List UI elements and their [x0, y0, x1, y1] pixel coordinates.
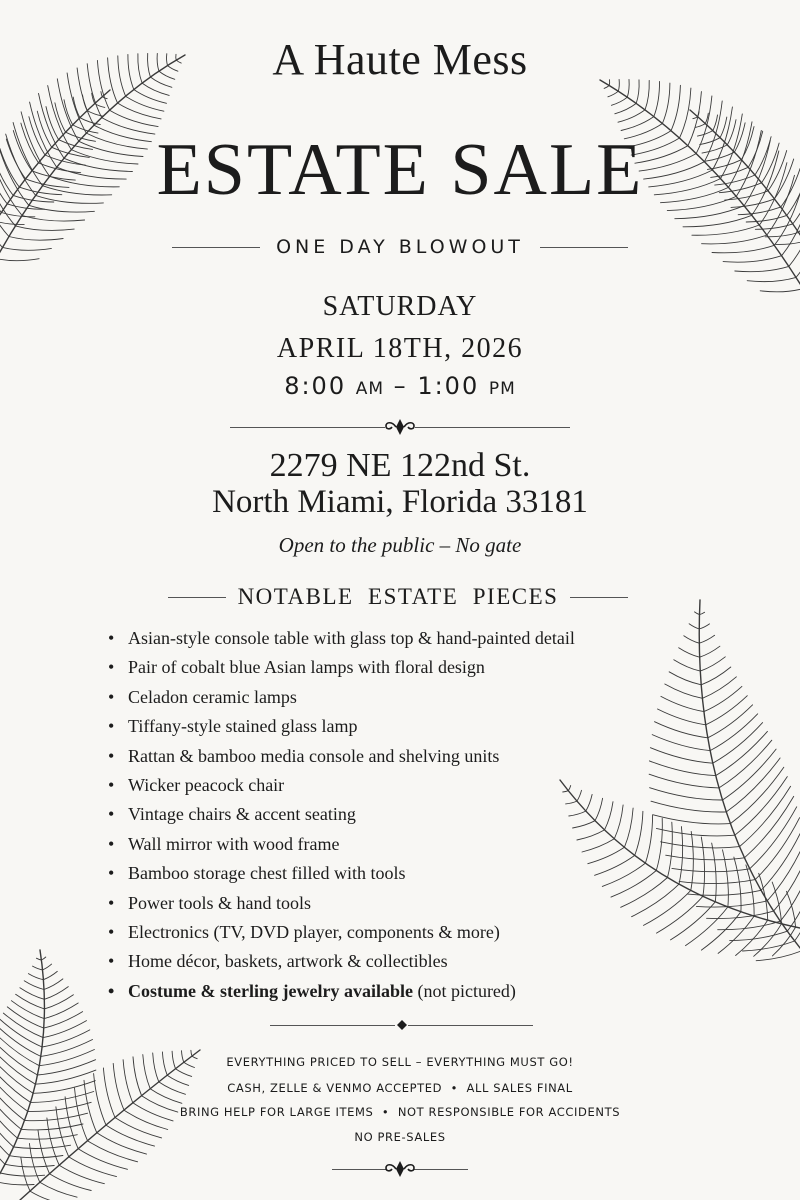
item-text: Power tools & hand tools [128, 892, 311, 913]
palm-leaflet [718, 916, 754, 953]
bullet-icon: • [108, 951, 115, 972]
palm-leaflet [671, 85, 680, 130]
item-list [108, 624, 668, 1006]
tagline: ONE DAY BLOWOUT [276, 236, 524, 258]
palm-leaflet [0, 1182, 34, 1185]
palm-leaflet [0, 1173, 44, 1176]
palm-leaflet [29, 1144, 39, 1183]
palm-leaflet [691, 832, 694, 891]
footer-line-2: CASH, ZELLE & VENMO ACCEPTED • ALL SALES FINAL [227, 1081, 573, 1095]
list-item [108, 947, 668, 976]
list-item [108, 889, 668, 918]
palm-leaflet [176, 1069, 192, 1077]
divider-line [332, 1169, 387, 1170]
list-item [108, 624, 668, 653]
palm-leaflet [9, 237, 63, 241]
diamond-icon [396, 1019, 408, 1031]
palm-leaflet [683, 215, 752, 227]
palm-leaflet [608, 91, 618, 97]
bullet-icon: • [108, 628, 115, 648]
palm-leaflet [699, 635, 714, 643]
palm-leaflet [695, 124, 705, 128]
palm-leaflet [9, 1156, 63, 1158]
palm-leaflet [14, 1145, 71, 1148]
palm-leaflet [672, 868, 750, 871]
list-item [108, 771, 668, 800]
palm-leaflet [713, 723, 763, 764]
palm-leaflet [44, 995, 73, 1009]
palm-leaflet [665, 684, 703, 698]
palm-leaflet [110, 110, 159, 126]
palm-leaflet [674, 660, 701, 671]
list-item [108, 712, 668, 741]
palm-leaflet [44, 979, 63, 990]
divider-line [570, 597, 628, 598]
item-text: Rattan & bamboo media console and shelving units [128, 745, 500, 766]
palm-leaflet [747, 277, 796, 281]
divider-line [540, 247, 628, 248]
item-text: Pair of cobalt blue Asian lamps with floral design [128, 657, 485, 678]
footer-line-1: EVERYTHING PRICED TO SELL – EVERYTHING MUST GO! [226, 1055, 574, 1069]
brand-name: A Haute Mess [272, 35, 528, 84]
list-item [108, 859, 668, 888]
palm-leaflet [50, 1174, 92, 1191]
palm-leaflet [735, 266, 789, 271]
palm-leaflet [684, 636, 700, 644]
palm-leaflet [701, 667, 731, 685]
palm-leaflet [20, 988, 45, 1000]
palm-leaflet [700, 612, 705, 614]
palm-leaflet [30, 1191, 62, 1200]
item-text: Tiffany-style stained glass lamp [128, 716, 358, 737]
palm-leaflet [22, 216, 85, 222]
bullet-icon: • [108, 804, 115, 825]
palm-leaflet [44, 987, 68, 1000]
palm-leaflet [654, 82, 660, 117]
palm-frond-icon [0, 950, 44, 1190]
palm-leaflet [656, 828, 734, 836]
palm-leaflet [41, 957, 45, 960]
palm-leaflet [666, 855, 745, 860]
section-title: NOTABLE ESTATE PIECES [237, 584, 559, 609]
palm-leaflet [59, 1165, 104, 1184]
palm-leaflet [102, 97, 107, 99]
bullet-icon: • [108, 745, 115, 766]
list-item [108, 830, 668, 859]
bullet-icon: • [108, 863, 115, 884]
divider-line [168, 597, 226, 598]
palm-leaflet [671, 902, 716, 940]
divider-line [413, 1169, 468, 1170]
palm-leaflet [3, 247, 52, 250]
divider-line [230, 427, 385, 428]
palm-leaflet [662, 83, 670, 123]
flourish-icon [382, 1158, 418, 1180]
access-note: Open to the public – No gate [278, 533, 522, 557]
palm-leaflet [0, 1025, 41, 1056]
palm-leaflet [701, 837, 704, 896]
section-header [168, 582, 628, 612]
palm-leaflet [21, 1158, 30, 1191]
list-item [108, 918, 668, 947]
palm-leaflet [693, 117, 698, 119]
featured-item [108, 977, 668, 1006]
palm-leaflet [679, 880, 755, 884]
headline: ESTATE SALE [156, 129, 644, 211]
item-text: Vintage chairs & accent seating [128, 804, 356, 825]
palm-leaflet [73, 97, 80, 118]
palm-leaflet [702, 235, 767, 244]
address-city: North Miami, Florida 33181 [212, 484, 588, 520]
item-text: Home décor, baskets, artwork & collectibles [128, 951, 448, 972]
bullet-icon: • [108, 833, 115, 854]
palm-leaflet [0, 1019, 42, 1047]
start-time: 8:00 [284, 372, 347, 400]
palm-leaflet [712, 245, 774, 253]
featured-item-text: Costume & sterling jewelry available [128, 980, 413, 1001]
palm-leaflet [126, 96, 164, 111]
palm-leaflet [734, 857, 741, 912]
palm-leaflet [604, 86, 609, 89]
divider-line [172, 247, 260, 248]
list-item [108, 742, 668, 771]
palm-leaflet [33, 966, 43, 970]
palm-leaflet [787, 879, 800, 931]
footer-line-3: BRING HELP FOR LARGE ITEMS • NOT RESPONSIBLE FOR ACCIDENTS [179, 1105, 621, 1119]
palm-leaflet [696, 901, 767, 907]
palm-leaflet [668, 822, 673, 877]
bullet-icon: • [108, 686, 115, 707]
event-date: APRIL 18TH, 2026 [276, 333, 524, 364]
palm-leaflet [700, 657, 725, 671]
end-time: 1:00 [417, 372, 480, 400]
palm-leaflet [0, 259, 39, 261]
palm-leaflet [615, 103, 636, 113]
palm-leaflet [780, 866, 800, 921]
palm-leaflet [723, 850, 729, 907]
item-text: Wicker peacock chair [128, 775, 285, 796]
palm-leaflet [15, 226, 74, 231]
palm-leaflet [723, 256, 782, 262]
divider-line [270, 1025, 395, 1026]
palm-leaflet [679, 648, 700, 658]
palm-leaflet [43, 964, 52, 970]
palm-leaflet [24, 981, 44, 990]
palm-leaflet [695, 612, 700, 615]
palm-leaflet [746, 865, 754, 916]
palm-leaflet [686, 907, 728, 946]
time-separator: – [384, 372, 418, 400]
bullet-icon: • [108, 657, 115, 678]
palm-leaflet [706, 696, 748, 725]
palm-leaflet [776, 241, 800, 244]
bullet-icon: • [108, 892, 115, 913]
start-meridiem: AM [355, 379, 385, 399]
list-item [108, 653, 668, 682]
divider-line [415, 427, 570, 428]
bullet-icon: • [108, 716, 115, 737]
item-text: Wall mirror with wood frame [128, 833, 340, 854]
palm-leaflet [118, 103, 162, 119]
divider-line [408, 1025, 533, 1026]
flourish-icon [382, 416, 418, 438]
palm-leaflet [699, 624, 709, 629]
list-item [108, 800, 668, 829]
featured-item-note: (not pictured) [412, 980, 516, 1001]
palm-leaflet [43, 971, 57, 979]
palm-leaflet [767, 841, 800, 901]
palm-leaflet [44, 1003, 78, 1019]
item-text: Bamboo storage chest filled with tools [128, 863, 406, 884]
palm-leaflet [101, 92, 102, 97]
palm-leaflet [611, 97, 627, 105]
palm-leaflet [712, 843, 717, 902]
address-street: 2279 NE 122nd St. [269, 447, 531, 484]
palm-leaflet [774, 853, 800, 911]
palm-leaflet [679, 827, 683, 885]
palm-leaflet [669, 672, 701, 685]
tagline-row [172, 232, 628, 262]
footer-line-4: NO PRE-SALES [354, 1130, 446, 1144]
palm-leaflet [28, 974, 43, 980]
palm-leaflet [689, 624, 699, 629]
item-text: Electronics (TV, DVD player, components & more) [128, 922, 500, 943]
palm-leaflet [704, 686, 742, 711]
event-day: SATURDAY [322, 291, 478, 322]
item-text: Celadon ceramic lamps [128, 686, 297, 707]
palm-leaflet [11, 1001, 44, 1019]
list-item [108, 683, 668, 712]
event-time [0, 372, 800, 400]
bullet-icon: • [108, 775, 115, 796]
palm-leaflet [723, 749, 777, 800]
palm-leaflet [700, 646, 720, 657]
palm-leaflet [134, 90, 167, 104]
palm-frond-icon [20, 1050, 200, 1200]
bullet-icon: • [108, 922, 115, 943]
bullet-icon: • [108, 980, 115, 1001]
item-text: Asian-style console table with glass top & hand-painted detail [128, 628, 575, 648]
end-meridiem: PM [488, 379, 516, 399]
palm-leaflet [756, 951, 800, 961]
